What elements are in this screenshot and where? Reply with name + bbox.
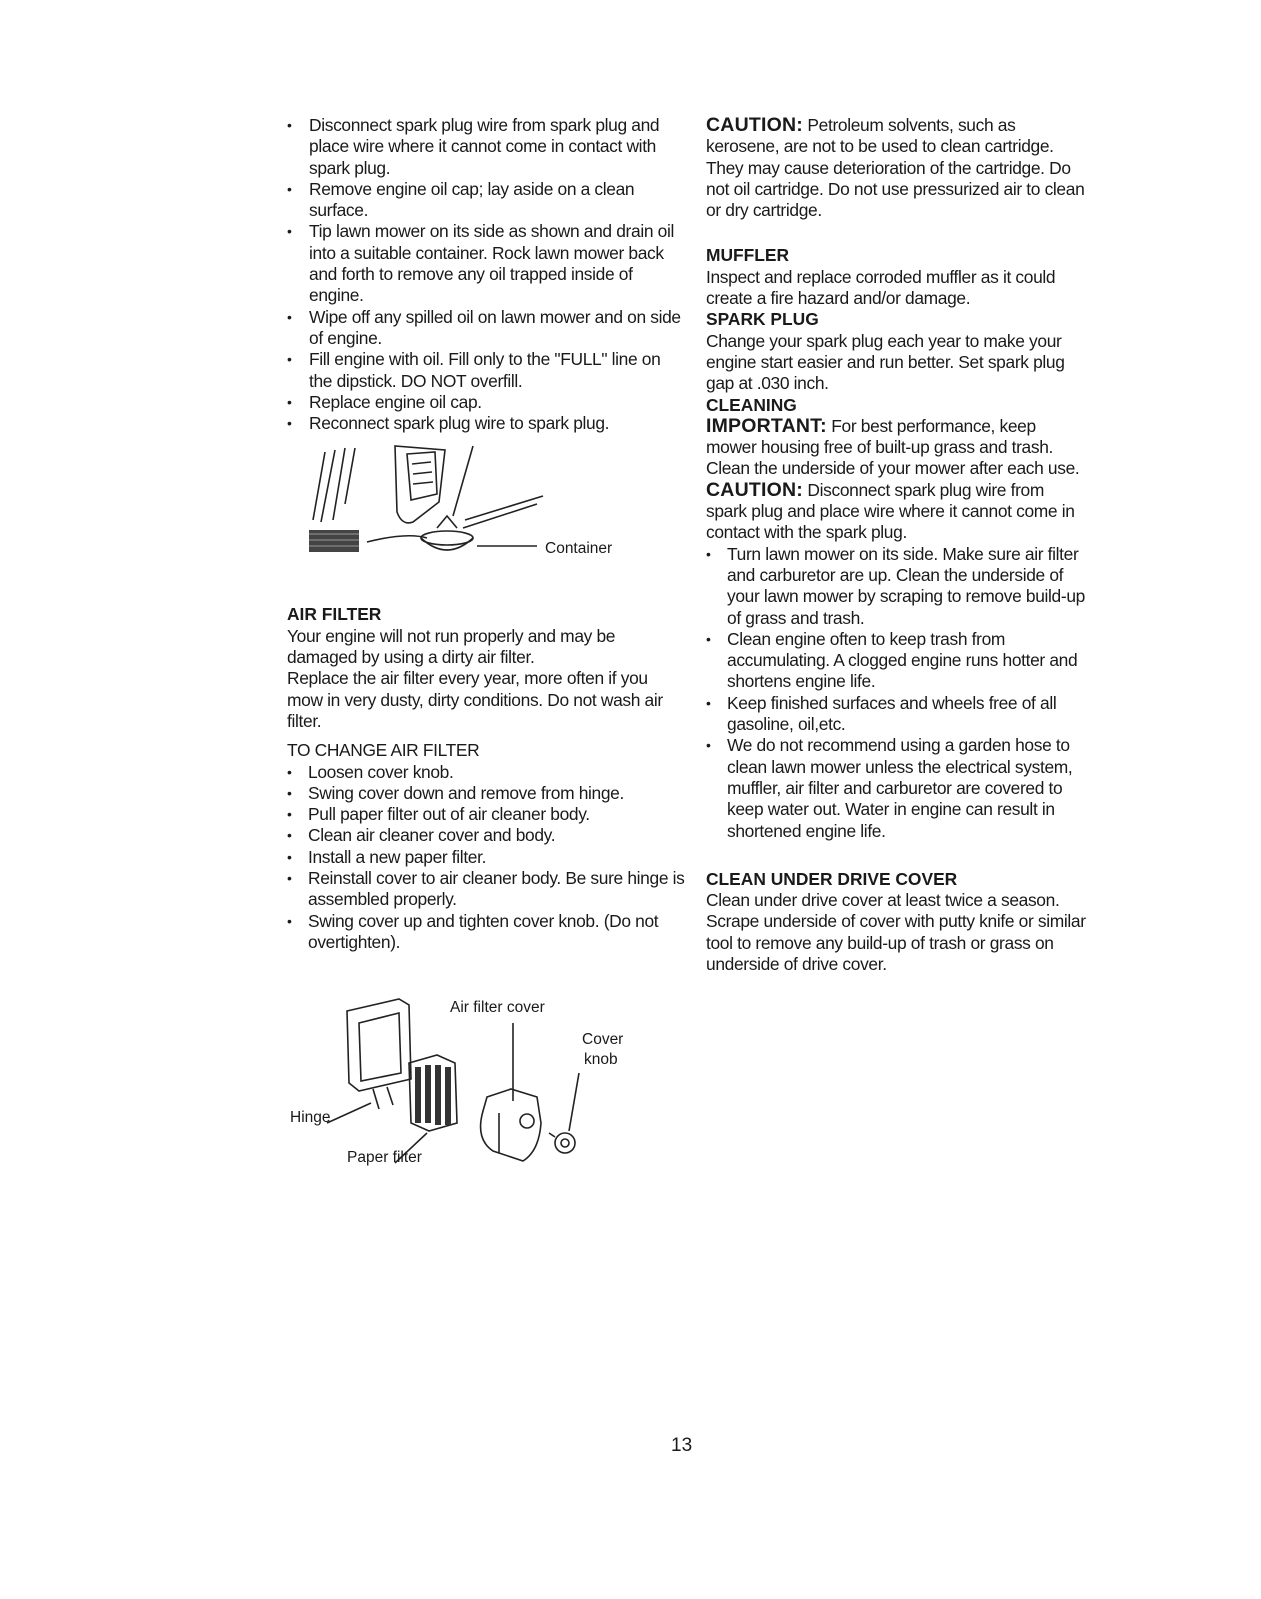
cleaning-heading: CLEANING [706,394,797,415]
drive-cover-body: Clean under drive cover at least twice a season. Scrape underside of cover with putty knife or similar tool to remove any build-up of trash or grass on underside of drive cover. [706,890,1086,974]
container-label: Container [545,540,613,558]
cleaning-important [706,416,1086,480]
air-filter-step: • Swing cover down and remove from hinge. [287,783,687,804]
air-filter-step: • Reinstall cover to air cleaner body. Be sure hinge is assembled properly. [287,868,687,911]
air-filter-intro: Your engine will not run properly and may be damaged by using a dirty air filter. [287,625,616,668]
muffler-body: Inspect and replace corroded muffler as it could create a fire hazard and/or damage. [706,266,1056,309]
air-filter-exploded-drawing [287,993,647,1173]
important-label: IMPORTANT: [706,414,827,437]
cleaning-step: • Keep finished surfaces and wheels free of all gasoline, oil,etc. [706,693,1086,736]
paper-filter-label: Paper filter [347,1149,422,1167]
page-number: 13 [671,1435,693,1456]
air-filter-step: • Loosen cover knob. [287,762,687,783]
caution-text: Petroleum solvents, such as kerosene, are not to be used to clean cartridge. They may cause deterioration of the cartridge. Do not oil cartridge. Do not use pressurized air to clean or dry cartridge. [706,115,1085,221]
knob-label: knob [584,1051,618,1069]
air-filter-illustration [287,993,687,1173]
oil-change-steps [287,115,687,434]
spark-plug-heading: SPARK PLUG [706,309,819,330]
drive-cover-heading: CLEAN UNDER DRIVE COVER [706,868,958,889]
cartridge-caution [706,115,1086,221]
air-filter-replace-note: Replace the air filter every year, more often if you mow in very dusty, dirty conditions. Do not wash air filter. [287,668,663,731]
muffler-section [706,245,1086,309]
oil-step: • Remove engine oil cap; lay aside on a clean surface. [287,179,687,222]
air-filter-step: • Install a new paper filter. [287,847,687,868]
air-filter-steps [287,762,687,954]
caution-label: CAUTION: [706,114,803,136]
right-column [706,115,1086,975]
important-text: For best performance, keep mower housing free of built-up grass and trash. Clean the underside of your mower after each use. [706,415,1080,479]
air-filter-step: • Swing cover up and tighten cover knob. (Do not overtighten). [287,911,687,954]
cleaning-section [706,395,1086,842]
left-column [287,115,687,1173]
air-filter-step: • Pull paper filter out of air cleaner body. [287,804,687,825]
cleaning-caution [706,480,1086,544]
air-filter-section [287,604,687,953]
air-filter-cover-label: Air filter cover [450,999,545,1017]
cleaning-step: • We do not recommend using a garden hose to clean lawn mower unless the electrical system, muffler, air filter and carburetor are covered to keep water out. Water in engine can result in shortened engine life. [706,735,1086,841]
change-air-filter-subheading: TO CHANGE AIR FILTER [287,740,480,761]
hinge-label: Hinge [290,1109,331,1127]
drive-cover-section [706,869,1086,975]
oil-step: • Replace engine oil cap. [287,392,687,413]
cleaning-steps [706,544,1086,842]
spark-plug-body: Change your spark plug each year to make your engine start easier and run better. Set spark plug gap at .030 inch. [706,330,1065,394]
oil-step: • Disconnect spark plug wire from spark plug and place wire where it cannot come in contact with spark plug. [287,115,687,179]
oil-step: • Reconnect spark plug wire to spark plug. [287,413,687,434]
oil-step: • Fill engine with oil. Fill only to the "FULL" line on the dipstick. DO NOT overfill. [287,349,687,392]
cleaning-step: • Clean engine often to keep trash from accumulating. A clogged engine runs hotter and shortens engine life. [706,629,1086,693]
muffler-heading: MUFFLER [706,245,790,266]
cleaning-step: • Turn lawn mower on its side. Make sure air filter and carburetor are up. Clean the underside of your lawn mower by scraping to remove build-up of grass and trash. [706,544,1086,629]
drain-oil-illustration [287,442,687,577]
caution-text: Disconnect spark plug wire from spark plug and place wire where it cannot come in contact with the spark plug. [706,479,1075,543]
oil-step: • Tip lawn mower on its side as shown and drain oil into a suitable container. Rock lawn mower back and forth to remove any oil trapped inside of engine. [287,221,687,306]
cover-label: Cover [582,1031,624,1049]
spark-plug-section [706,309,1086,394]
caution-label: CAUTION: [706,478,803,501]
air-filter-step: • Clean air cleaner cover and body. [287,825,687,846]
oil-step: • Wipe off any spilled oil on lawn mower and on side of engine. [287,307,687,350]
air-filter-heading: AIR FILTER [287,604,382,625]
